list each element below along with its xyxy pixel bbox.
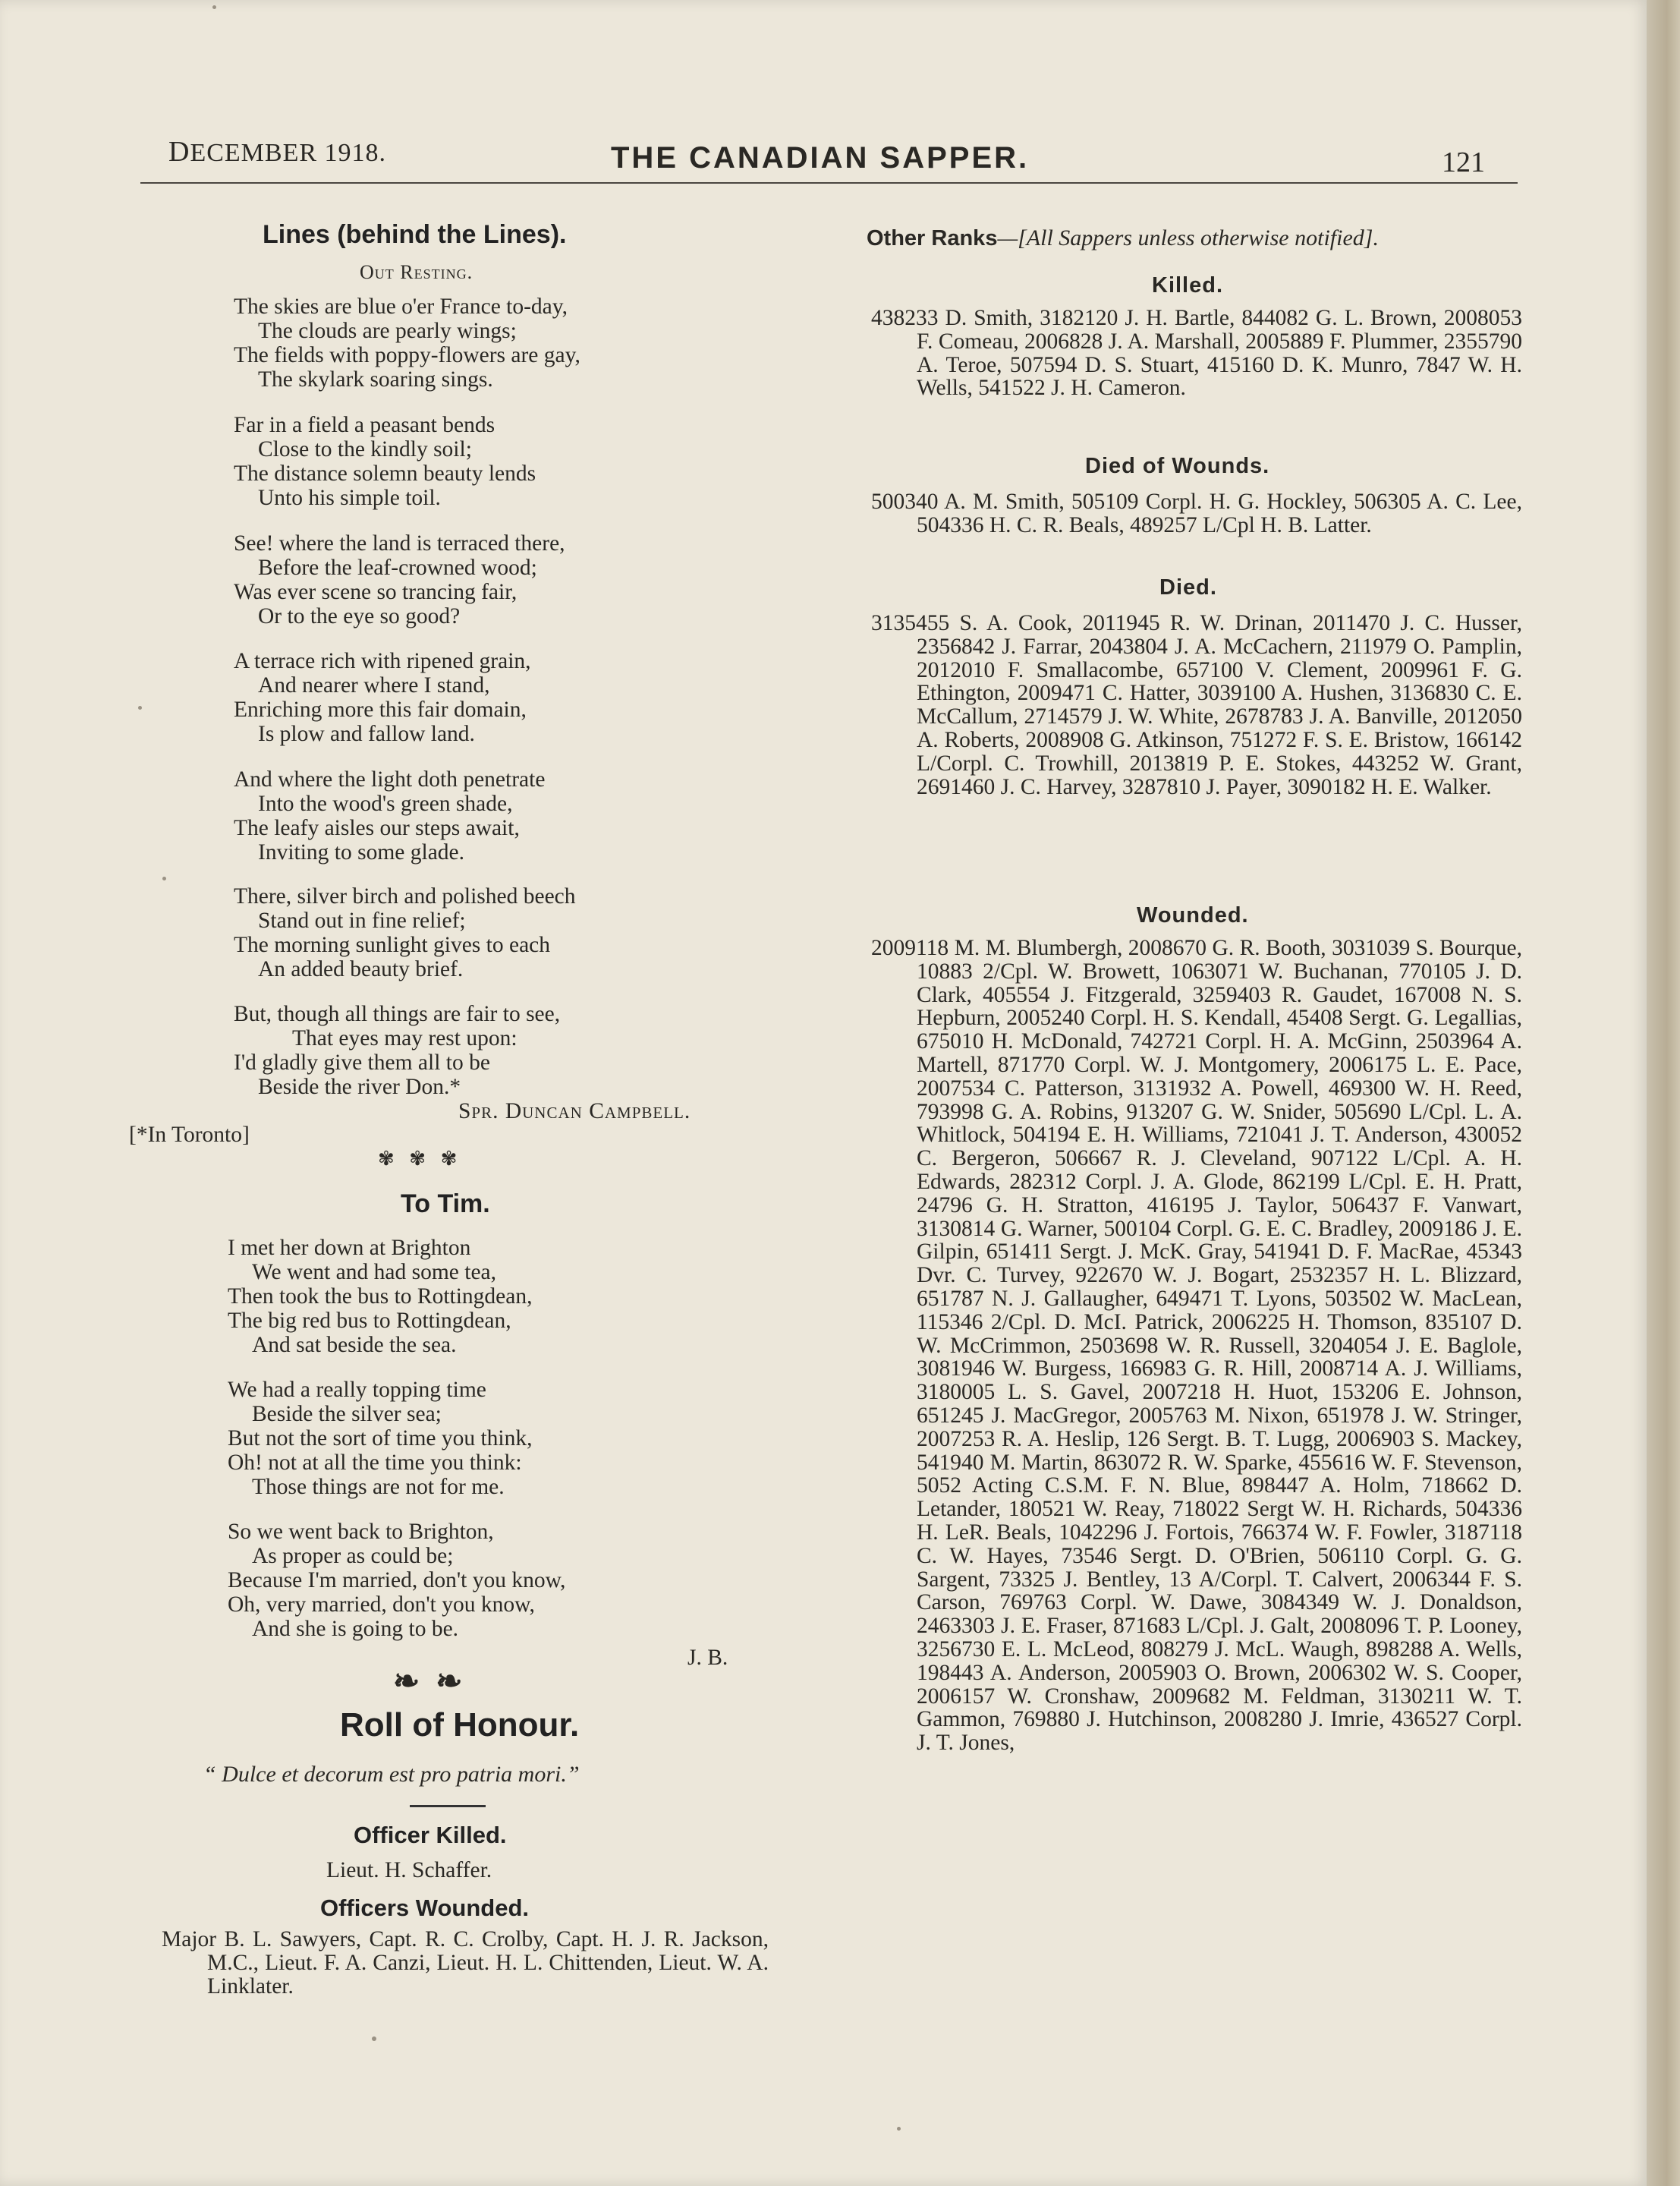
section-rule [410, 1805, 486, 1807]
poem-line: The skies are blue o'er France to-day, [234, 295, 568, 319]
motto: “ Dulce et decorum est pro patria mori.” [203, 1762, 580, 1787]
poem-line: Was ever scene so trancing fair, [234, 580, 518, 604]
poem-line: Into the wood's green shade, [258, 792, 513, 816]
poem-line: That eyes may rest upon: [292, 1026, 518, 1050]
poem-line: And where the light doth penetrate [234, 767, 546, 792]
poem-title: To Tim. [401, 1189, 490, 1218]
subsection-title-officers-wounded: Officers Wounded. [320, 1895, 530, 1921]
poem-line: Is plow and fallow land. [258, 722, 475, 746]
page-edge [1647, 0, 1680, 2186]
died-of-wounds-list: 500340 A. M. Smith, 505109 Corpl. H. G. Hockley, 506305 A. C. Lee, 504336 H. C. R. Beals, 489257 L/Cpl H. B. Latter. [871, 490, 1522, 537]
poem-line: But not the sort of time you think, [228, 1426, 533, 1451]
poem-line: The leafy aisles our steps await, [234, 816, 520, 840]
other-ranks-heading: Other Ranks—[All Sappers unless otherwise notified]. [867, 225, 1379, 250]
poem-line: And sat beside the sea. [252, 1333, 457, 1357]
officer-killed-name: Lieut. H. Schaffer. [326, 1858, 492, 1882]
poem-author: Spr. Duncan Campbell. [458, 1099, 691, 1123]
poem-line: The distance solemn beauty lends [234, 461, 536, 486]
poem-line: So we went back to Brighton, [228, 1520, 494, 1544]
poem-line: I'd gladly give them all to be [234, 1050, 490, 1075]
poem-line: Stand out in fine relief; [258, 909, 466, 933]
poem-line: The skylark soaring sings. [258, 367, 493, 392]
poem-line: The fields with poppy-flowers are gay, [234, 343, 580, 367]
paper-speck [162, 877, 166, 880]
subsection-title-died: Died. [1159, 575, 1217, 600]
poem-line: I met her down at Brighton [228, 1236, 471, 1260]
poem-footnote: [*In Toronto] [129, 1123, 250, 1147]
poem-line: Oh, very married, don't you know, [228, 1592, 535, 1617]
poem-line: And nearer where I stand, [258, 673, 490, 698]
ornament-flowers: ✾ ✾ ✾ [378, 1148, 458, 1170]
poem-subtitle: Out Resting. [360, 261, 473, 283]
subsection-title-died-of-wounds: Died of Wounds. [1085, 454, 1270, 478]
poem-line: As proper as could be; [252, 1544, 454, 1568]
section-title-roll-of-honour: Roll of Honour. [340, 1706, 580, 1743]
subsection-title-killed: Killed. [1152, 273, 1224, 298]
subsection-title-officer-killed: Officer Killed. [354, 1822, 507, 1848]
poem-line: A terrace rich with ripened grain, [234, 649, 531, 673]
poem-line: Those things are not for me. [252, 1475, 505, 1499]
poem-line: See! where the land is terraced there, [234, 531, 565, 556]
poem-line: Close to the kindly soil; [258, 437, 472, 461]
page-number: 121 [1442, 146, 1485, 178]
poem-line: Before the leaf-crowned wood; [258, 556, 537, 580]
poem-line: We went and had some tea, [252, 1260, 497, 1284]
officers-wounded-list: Major B. L. Sawyers, Capt. R. C. Crolby, Capt. H. J. R. Jackson, M.C., Lieut. F. A. Canzi, Lieut. H. L. Chittenden, Lieut. W. A. Linklater. [162, 1927, 769, 1999]
poem-line: Then took the bus to Rottingdean, [228, 1284, 533, 1309]
paper-speck [372, 2036, 376, 2041]
killed-list: 438233 D. Smith, 3182120 J. H. Bartle, 844082 G. L. Brown, 2008053 F. Comeau, 2006828 J. A. Marshall, 2005889 F. Plummer, 2355790 A. Teroe, 507594 D. S. Stuart, 415160 D. K. Munro, 7847 W. H. Wells, 541522 J. H. Cameron. [871, 306, 1522, 401]
journal-title: THE CANADIAN SAPPER. [611, 141, 1030, 175]
died-list: 3135455 S. A. Cook, 2011945 R. W. Drinan, 2011470 J. C. Husser, 2356842 J. Farrar, 2043804 J. A. McCachern, 211979 O. Pamplin, 2012010 F. Smallacombe, 657100 V. Clement, 2009961 F. G. Ethington, 2009471 C. Hatter, 3039100 A. Hushen, 3136830 C. E. McCallum, 2714579 J. W. White, 2678783 J. A. Banville, 2012050 A. Roberts, 2008908 G. Atkinson, 751272 F. S. E. Bristow, 166142 L/Corpl. C. Trowhill, 2013819 P. E. Stokes, 443252 W. Grant, 2691460 J. C. Harvey, 3287810 J. Payer, 3090182 H. E. Walker. [871, 611, 1522, 799]
paper-speck [897, 2127, 901, 2131]
poem-line: The clouds are pearly wings; [258, 319, 517, 343]
poem-line: Inviting to some glade. [258, 840, 465, 865]
poem-line: Beside the silver sea; [252, 1402, 442, 1426]
poem-line: Enriching more this fair domain, [234, 698, 527, 722]
ornament-leaves: ❧ ❧ [393, 1665, 463, 1699]
header-rule [140, 182, 1518, 184]
poem-line: And she is going to be. [252, 1617, 459, 1641]
poem-line: But, though all things are fair to see, [234, 1002, 561, 1026]
poem-title: Lines (behind the Lines). [263, 220, 567, 249]
wounded-list: 2009118 M. M. Blumbergh, 2008670 G. R. Booth, 3031039 S. Bourque, 10883 2/Cpl. W. Browett, 1063071 W. Buchanan, 770105 J. D. Clark, 405554 J. Fitzgerald, 3259403 R. Gaudet, 167008 N. S. Hepburn, 2005240 Corpl. H. S. Kendall, 45408 Sergt. G. Legallias, 675010 H. McDonald, 742721 Corpl. H. A. McGinn, 2503964 A. Martell, 871770 Corpl. W. J. Montgomery, 2006175 L. E. Pace, 2007534 C. Patterson, 3131932 A. Powell, 469300 W. H. Reed, 793998 G. A. Robins, 913207 G. W. Snider, 505690 L/Cpl. L. A. Whitlock, 504194 E. H. Williams, 721041 J. T. Anderson, 430052 C. Bergeron, 506667 R. J. Cleveland, 907122 L/Cpl. A. H. Edwards, 282312 Corpl. J. A. Glode, 862199 L/Cpl. E. H. Pratt, 24796 G. H. Stratton, 416195 J. Taylor, 506437 F. Vanwart, 3130814 G. Warner, 500104 Corpl. G. E. C. Bradley, 2009186 J. E. Gilpin, 651411 Sergt. J. McK. Gray, 541941 D. F. MacRae, 45343 Dvr. C. Turvey, 922670 W. J. Bogart, 2532357 H. L. Blizzard, 651787 N. J. Gallaugher, 649471 T. Lyons, 503502 W. MacLean, 115346 2/Cpl. D. McI. Patrick, 2006225 H. Thomson, 835107 D. W. McCrimmon, 2503698 W. R. Russell, 3204054 J. E. Baglole, 3081946 W. Burgess, 166983 G. R. Hill, 2008714 A. J. Williams, 3180005 L. S. Gavel, 2007218 H. Huot, 153206 E. Johnson, 651245 J. MacGregor, 2005763 M. Nixon, 651978 J. W. Stringer, 2007253 R. A. Heslip, 126 Sergt. B. T. Lugg, 2006903 S. Mackey, 541940 M. Martin, 863072 R. W. Sparke, 455616 W. F. Stevenson, 5052 Acting C.S.M. F. N. Blue, 898447 A. Holm, 718662 D. Letander, 180521 W. Reay, 718022 Sergt W. H. Richards, 504336 H. LeR. Beals, 1042296 J. Fortois, 766374 W. F. Fowler, 3187118 C. W. Hayes, 73546 Sergt. D. O'Brien, 506110 Corpl. G. G. Sargent, 73325 J. Bentley, 13 A/Corpl. T. Calvert, 2006344 F. S. Carson, 769763 Corpl. W. Dawe, 3084349 W. J. Donaldson, 2463303 J. E. Fraser, 871683 L/Cpl. J. Galt, 2008096 T. P. Looney, 3256730 E. L. McLeod, 808279 J. McL. Waugh, 898288 A. Wells, 198443 A. Anderson, 2005903 O. Brown, 2006302 W. S. Cooper, 2006157 W. Cronshaw, 2009682 M. Feldman, 3130211 W. T. Gammon, 769880 J. Hutchinson, 2008280 J. Imrie, 436527 Corpl. J. T. Jones, [871, 936, 1522, 1756]
poem-line: Because I'm married, don't you know, [228, 1568, 566, 1592]
poem-author: J. B. [687, 1646, 728, 1670]
poem-line: We had a really topping time [228, 1378, 486, 1402]
poem-line: There, silver birch and polished beech [234, 884, 576, 909]
poem-line: The morning sunlight gives to each [234, 933, 551, 957]
poem-line: Unto his simple toil. [258, 486, 441, 510]
paper-speck [212, 5, 216, 9]
poem-line: Or to the eye so good? [258, 604, 461, 628]
poem-line: The big red bus to Rottingdean, [228, 1309, 511, 1333]
poem-line: An added beauty brief. [258, 957, 464, 981]
poem-line: Far in a field a peasant bends [234, 413, 496, 437]
poem-line: Beside the river Don.* [258, 1075, 461, 1099]
paper-speck [138, 706, 142, 710]
subsection-title-wounded: Wounded. [1137, 903, 1249, 928]
issue-date: DECEMBER 1918. [168, 136, 387, 168]
poem-line: Oh! not at all the time you think: [228, 1451, 522, 1475]
